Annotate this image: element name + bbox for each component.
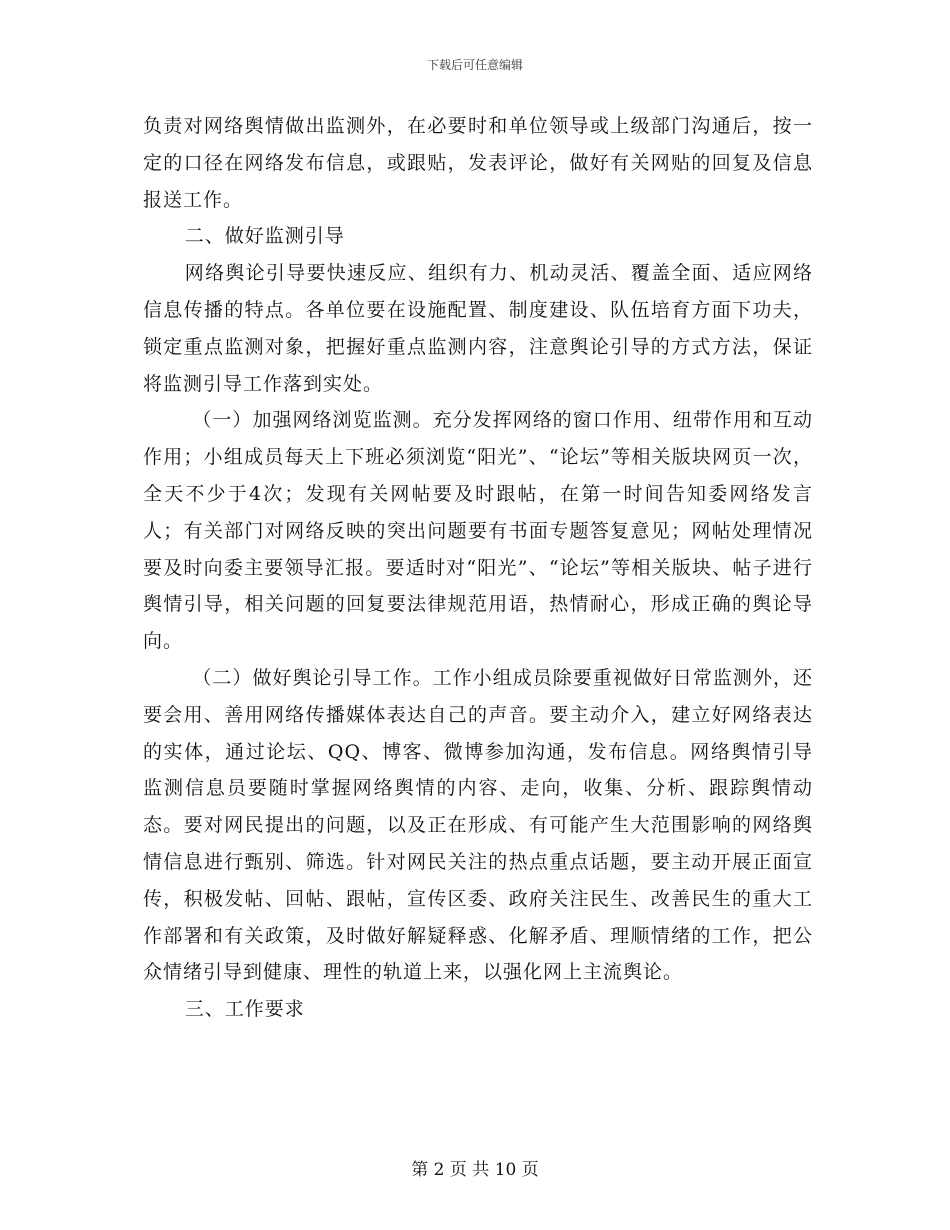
document-body [143,108,813,1028]
paragraph-subsection-2: （二）做好舆论引导工作。工作小组成员除要重视做好日常监测外，还要会用、善用网络传播媒体表达自己的声音。要主动介入，建立好网络表达的实体，通过论坛、QQ、博客、微博参加沟通，发布信息。网络舆情引导监测信息员要随时掌握网络舆情的内容、走向，收集、分析、跟踪舆情动态。要对网民提出的问题，以及正在形成、有可能产生大范围影响的网络舆情信息进行甄别、筛选。针对网民关注的热点重点话题，要主动开展正面宣传，积极发帖、回帖、跟帖，宣传区委、政府关注民生、改善民生的重大工作部署和有关政策，及时做好解疑释惑、化解矛盾、理顺情绪的工作，把公众情绪引导到健康、理性的轨道上来，以强化网上主流舆论。 [143,666,813,984]
paragraph-monitoring-guidance: 网络舆论引导要快速反应、组织有力、机动灵活、覆盖全面、适应网络信息传播的特点。各单位要在设施配置、制度建设、队伍培育方面下功夫，锁定重点监测对象，把握好重点监测内容，注意舆论引导的方式方法，保证将监测引导工作落到实处。 [143,262,813,395]
header-note: 下载后可任意编辑 [426,58,523,72]
section-heading-2: 二、做好监测引导 [184,225,345,248]
paragraph-subsection-1: （一）加强网络浏览监测。充分发挥网络的窗口作用、纽带作用和互动作用；小组成员每天上下班必须浏览“阳光”、“论坛”等相关版块网页一次，全天不少于4次；发现有关网帖要及时跟帖，在第一时间告知委网络发言人；有关部门对网络反映的突出问题要有书面专题答复意见；网帖处理情况要及时向委主要领导汇报。要适时对“阳光”、“论坛”等相关版块、帖子进行舆情引导，相关问题的回复要法律规范用语，热情耐心，形成正确的舆论导向。 [143,409,813,653]
page-number: 第 2 页 共 10 页 [411,1160,539,1180]
section-heading-3: 三、工作要求 [184,998,305,1021]
paragraph-continuation: 负责对网络舆情做出监测外，在必要时和单位领导或上级部门沟通后，按一定的口径在网络发布信息，或跟贴，发表评论，做好有关网贴的回复及信息报送工作。 [143,115,813,211]
